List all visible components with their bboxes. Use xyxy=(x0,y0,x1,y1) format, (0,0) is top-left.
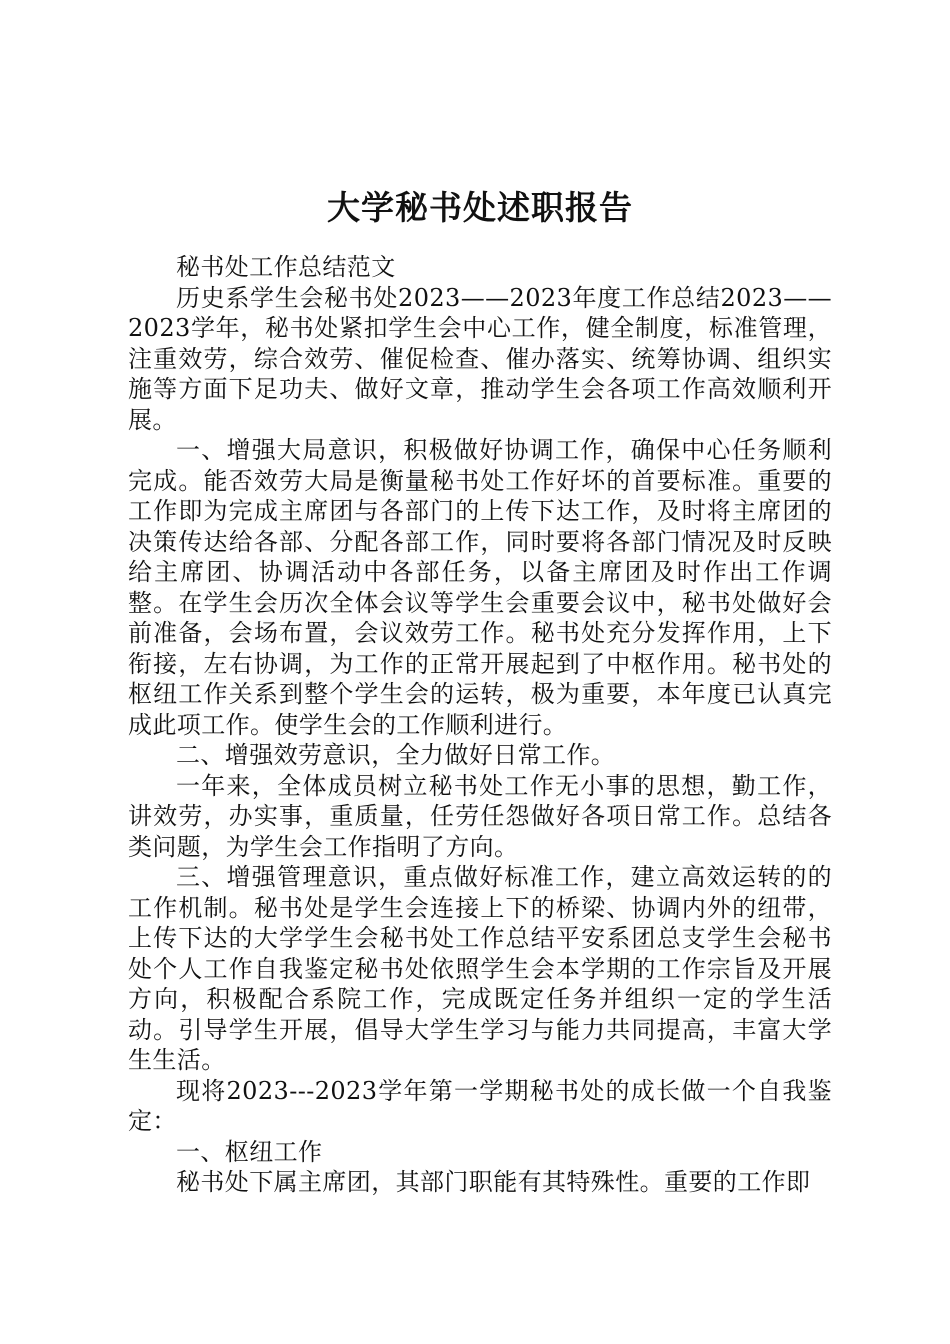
paragraph-section-2-body: 一年来，全体成员树立秘书处工作无小事的思想，勤工作，讲效劳，办实事，重质量，任劳任怨做好各项日常工作。总结各类问题，为学生会工作指明了方向。 xyxy=(128,771,832,861)
paragraph-section-3: 三、增强管理意识，重点做好标准工作，建立高效运转的的工作机制。秘书处是学生会连接上下的桥梁、协调内外的纽带，上传下达的大学学生会秘书处工作总结平安系团总支学生会秘书处个人工作自我鉴定秘书处依照学生会本学期的工作宗旨及开展方向，积极配合系院工作，完成既定任务并组织一定的学生活动。引导学生开展，倡导大学生学习与能力共同提高，丰富大学生生活。 xyxy=(128,863,832,1074)
document-title: 大学秘书处述职报告 xyxy=(327,188,633,227)
paragraph-section-1: 一、增强大局意识，积极做好协调工作，确保中心任务顺利完成。能否效劳大局是衡量秘书处工作好坏的首要标准。重要的工作即为完成主席团与各部门的上传下达工作，及时将主席团的决策传达给各部、分配各部工作，同时要将各部门情况及时反映给主席团、协调活动中各部任务，以备主席团及时作出工作调整。在学生会历次全体会议等学生会重要会议中，秘书处做好会前准备，会场布置，会议效劳工作。秘书处充分发挥作用，上下衔接，左右协调，为工作的正常开展起到了中枢作用。秘书处的枢纽工作关系到整个学生会的运转，极为重要，本年度已认真完成此项工作。使学生会的工作顺利进行。 xyxy=(128,436,832,739)
paragraph-section-2-heading: 二、增强效劳意识，全力做好日常工作。 xyxy=(176,741,616,769)
paragraph-hub-body: 秘书处下属主席团，其部门职能有其特殊性。重要的工作即 xyxy=(176,1168,811,1196)
document-page xyxy=(128,182,832,1198)
paragraph-intro: 秘书处工作总结范文 xyxy=(176,253,396,281)
paragraph-summary: 历史系学生会秘书处2023——2023年度工作总结2023——2023学年，秘书处紧扣学生会中心工作，健全制度，标准管理，注重效劳，综合效劳、催促检查、催办落实、统筹协调、组织实施等方面下足功夫、做好文章，推动学生会各项工作高效顺利开展。 xyxy=(128,283,832,434)
paragraph-self-assessment: 现将2023---2023学年第一学期秘书处的成长做一个自我鉴定： xyxy=(128,1076,832,1135)
paragraph-hub-heading: 一、枢纽工作 xyxy=(176,1137,323,1166)
